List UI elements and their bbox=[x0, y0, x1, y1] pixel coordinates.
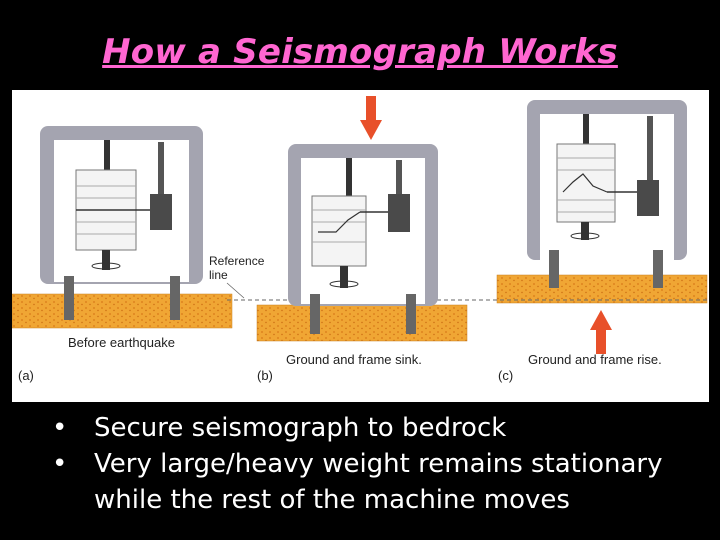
panel-c-letter: (c) bbox=[498, 368, 514, 383]
ground-a bbox=[12, 294, 232, 328]
bullet-marker: • bbox=[52, 413, 68, 443]
bullet-item bbox=[52, 410, 712, 446]
ground-c bbox=[497, 275, 707, 303]
bullet-list bbox=[52, 410, 712, 518]
seismograph-b bbox=[288, 144, 438, 334]
bullet-item bbox=[52, 446, 712, 518]
reference-label: Reference line bbox=[209, 254, 265, 282]
panel-c-caption: Ground and frame rise. bbox=[528, 352, 662, 367]
bullet-text: Very large/heavy weight remains stationary while the rest of the machine moves bbox=[94, 449, 663, 515]
down-arrow bbox=[360, 96, 382, 140]
bullet-marker: • bbox=[52, 449, 68, 479]
panel-b-letter: (b) bbox=[257, 368, 273, 383]
bullet-text: Secure seismograph to bedrock bbox=[94, 413, 507, 443]
seismograph-a bbox=[40, 126, 203, 320]
ground-b bbox=[257, 305, 467, 341]
seismograph-diagram bbox=[12, 90, 709, 402]
seismograph-c bbox=[527, 100, 687, 288]
panel-b-caption: Ground and frame sink. bbox=[286, 352, 422, 367]
panel-a-letter: (a) bbox=[18, 368, 34, 383]
up-arrow bbox=[590, 310, 612, 354]
slide-title: How a Seismograph Works bbox=[102, 32, 618, 72]
panel-a-caption: Before earthquake bbox=[68, 335, 175, 350]
